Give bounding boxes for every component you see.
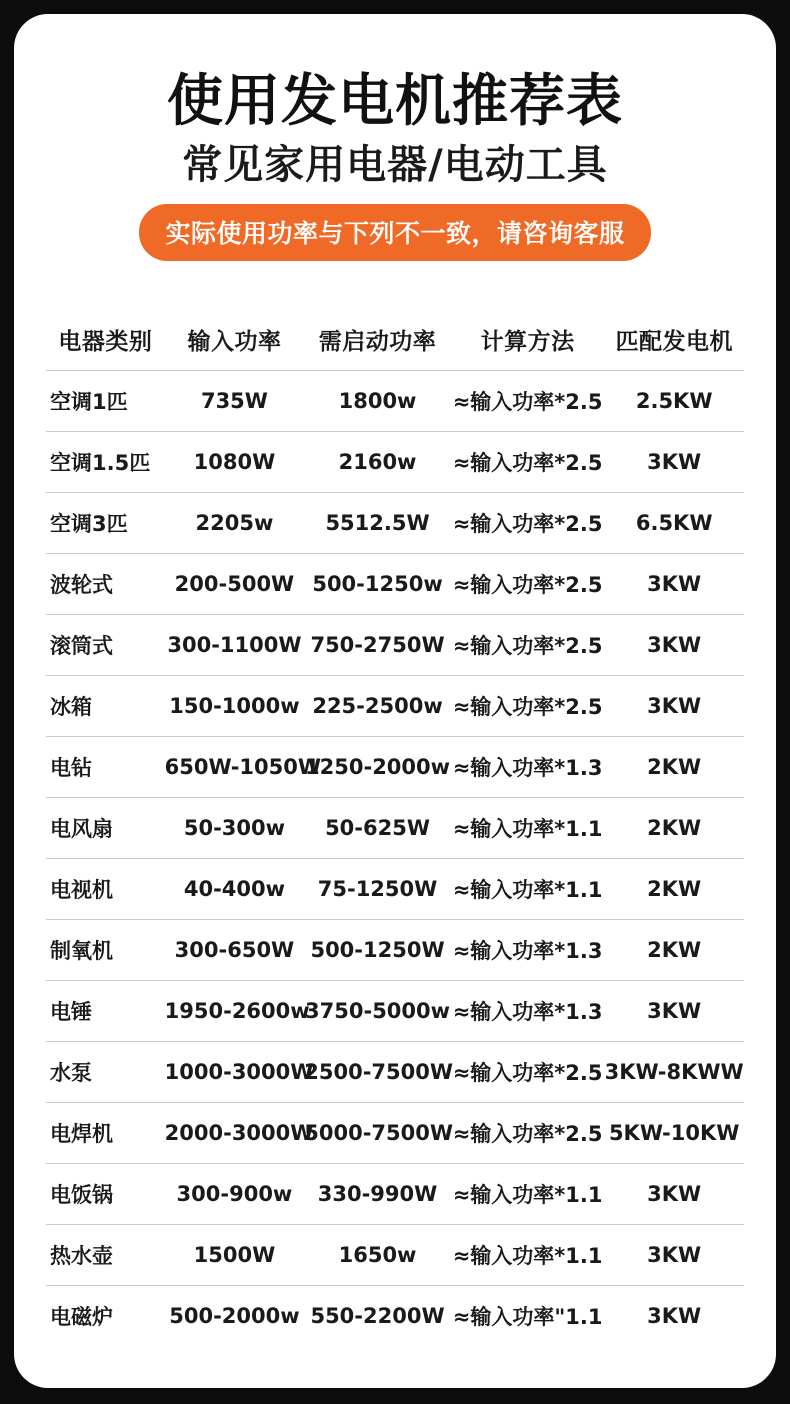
table-row — [46, 1042, 744, 1103]
cell-formula: ≈输入功率*1.3 — [452, 756, 603, 781]
table-row — [46, 615, 744, 676]
cell-input-power: 1000-3000W — [164, 1060, 314, 1085]
cell-generator: 2KW — [647, 755, 702, 780]
cell-input-power: 40-400w — [183, 877, 286, 902]
cell-generator: 3KW — [647, 1182, 702, 1207]
poster-card — [14, 14, 776, 1388]
cell-startup-power: 1800w — [338, 389, 417, 414]
table-row — [46, 432, 744, 493]
table-row — [46, 859, 744, 920]
cell-startup-power: 5512.5W — [325, 511, 430, 536]
cell-category: 水泵 — [50, 1061, 92, 1086]
table-header-row — [46, 323, 744, 371]
notice-row — [40, 204, 750, 261]
cell-input-power: 1080W — [193, 450, 276, 475]
poster-header — [40, 54, 750, 271]
cell-category: 电饭锅 — [50, 1183, 113, 1208]
cell-generator: 2KW — [647, 816, 702, 841]
cell-category: 波轮式 — [50, 573, 113, 598]
spec-table-body — [46, 371, 744, 1347]
column-header-startup-power: 需启动功率 — [318, 329, 437, 356]
table-row — [46, 1103, 744, 1164]
cell-generator: 3KW — [647, 999, 702, 1024]
cell-startup-power: 5000-7500W — [304, 1121, 454, 1146]
table-row — [46, 981, 744, 1042]
cell-formula: ≈输入功率*1.1 — [452, 817, 603, 842]
table-row — [46, 798, 744, 859]
cell-formula: ≈输入功率*2.5 — [452, 634, 603, 659]
cell-formula: ≈输入功率"1.1 — [452, 1305, 603, 1330]
cell-generator: 2KW — [647, 938, 702, 963]
table-row — [46, 1225, 744, 1286]
column-header-input-power: 输入功率 — [187, 329, 282, 356]
cell-startup-power: 330-990W — [317, 1182, 438, 1207]
cell-input-power: 50-300w — [183, 816, 286, 841]
cell-generator: 3KW — [647, 694, 702, 719]
cell-input-power: 2000-3000W — [164, 1121, 314, 1146]
cell-category: 电视机 — [50, 878, 113, 903]
cell-category: 电焊机 — [50, 1122, 113, 1147]
cell-input-power: 300-1100W — [167, 633, 302, 658]
cell-input-power: 300-900w — [176, 1182, 293, 1207]
cell-generator: 5KW-10KW — [608, 1121, 740, 1146]
cell-startup-power: 50-625W — [325, 816, 431, 841]
cell-category: 电风扇 — [50, 817, 113, 842]
cell-generator: 3KW-8KWW — [604, 1060, 744, 1085]
cell-category: 空调3匹 — [50, 512, 128, 537]
cell-formula: ≈输入功率*2.5 — [452, 573, 603, 598]
cell-generator: 2.5KW — [635, 389, 713, 414]
cell-startup-power: 500-1250W — [310, 938, 445, 963]
table-row — [46, 1164, 744, 1225]
cell-generator: 3KW — [647, 572, 702, 597]
column-header-generator: 匹配发电机 — [615, 329, 733, 356]
column-header-formula: 计算方法 — [480, 329, 575, 356]
cell-formula: ≈输入功率*2.5 — [452, 451, 603, 476]
cell-startup-power: 500-1250w — [312, 572, 443, 597]
cell-formula: ≈输入功率*2.5 — [452, 512, 603, 537]
spec-table-head — [46, 323, 744, 371]
cell-category: 热水壶 — [50, 1244, 113, 1269]
cell-input-power: 300-650W — [174, 938, 295, 963]
cell-generator: 3KW — [647, 450, 702, 475]
cell-startup-power: 225-2500w — [312, 694, 443, 719]
cell-input-power: 500-2000w — [169, 1304, 300, 1329]
cell-input-power: 1950-2600w — [164, 999, 310, 1024]
cell-input-power: 200-500W — [174, 572, 295, 597]
cell-formula: ≈输入功率*1.3 — [452, 1000, 603, 1025]
cell-category: 冰箱 — [50, 695, 92, 720]
cell-startup-power: 750-2750W — [310, 633, 445, 658]
table-row — [46, 737, 744, 798]
cell-formula: ≈输入功率*1.1 — [452, 1183, 603, 1208]
table-row — [46, 920, 744, 981]
notice-badge: 实际使用功率与下列不一致，请咨询客服 — [139, 204, 650, 261]
table-row — [46, 676, 744, 737]
cell-input-power: 735W — [200, 389, 268, 414]
cell-category: 电磁炉 — [50, 1305, 113, 1330]
page-subtitle: 常见家用电器/电动工具 — [182, 142, 608, 189]
cell-generator: 3KW — [647, 1304, 702, 1329]
cell-generator: 2KW — [647, 877, 702, 902]
cell-formula: ≈输入功率*1.3 — [452, 939, 603, 964]
cell-formula: ≈输入功率*2.5 — [452, 1061, 603, 1086]
cell-input-power: 650W-1050W — [164, 755, 322, 780]
cell-input-power: 150-1000w — [169, 694, 300, 719]
cell-startup-power: 1650w — [338, 1243, 417, 1268]
cell-startup-power: 3750-5000w — [305, 999, 451, 1024]
cell-category: 电锤 — [50, 1000, 92, 1025]
cell-category: 空调1.5匹 — [50, 451, 151, 476]
cell-generator: 3KW — [647, 1243, 702, 1268]
cell-category: 滚筒式 — [50, 634, 113, 659]
cell-formula: ≈输入功率*2.5 — [452, 390, 603, 415]
cell-input-power: 1500W — [193, 1243, 276, 1268]
cell-formula: ≈输入功率*1.1 — [452, 1244, 603, 1269]
spec-table — [46, 323, 744, 1346]
cell-generator: 3KW — [647, 633, 702, 658]
table-row — [46, 371, 744, 432]
cell-category: 制氧机 — [50, 939, 113, 964]
cell-startup-power: 1250-2000w — [305, 755, 451, 780]
cell-category: 电钻 — [50, 756, 92, 781]
cell-generator: 6.5KW — [635, 511, 713, 536]
table-row — [46, 493, 744, 554]
cell-startup-power: 75-1250W — [317, 877, 438, 902]
cell-startup-power: 2500-7500W — [304, 1060, 454, 1085]
page-title: 使用发电机推荐表 — [167, 69, 623, 134]
spec-table-zone — [40, 271, 750, 1370]
cell-input-power: 2205w — [195, 511, 274, 536]
cell-startup-power: 2160w — [338, 450, 417, 475]
cell-startup-power: 550-2200W — [310, 1304, 445, 1329]
cell-formula: ≈输入功率*1.1 — [452, 878, 603, 903]
cell-formula: ≈输入功率*2.5 — [452, 1122, 603, 1147]
table-row — [46, 554, 744, 615]
column-header-category: 电器类别 — [58, 329, 153, 356]
cell-formula: ≈输入功率*2.5 — [452, 695, 603, 720]
cell-category: 空调1匹 — [50, 390, 128, 415]
table-row — [46, 1286, 744, 1347]
